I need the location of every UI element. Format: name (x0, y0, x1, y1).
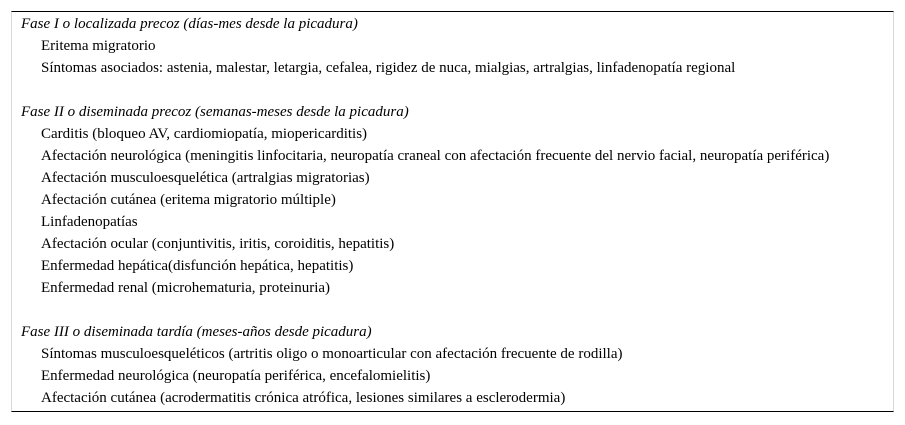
phase-3-title: Fase III o diseminada tardía (meses-años desde picadura) (21, 324, 372, 340)
table-body (12, 13, 893, 409)
phase-2-item: Enfermedad renal (microhematuria, proteinuria) (41, 280, 331, 296)
spacer-row (12, 79, 893, 101)
phase-3-item: Síntomas musculoesqueléticos (artritis oligo o monoarticular con afectación frecuente de rodilla) (41, 346, 623, 362)
phase-1-title: Fase I o localizada precoz (días-mes desde la picadura) (21, 16, 358, 32)
phase-2-title: Fase II o diseminada precoz (semanas-meses desde la picadura) (21, 104, 409, 120)
phase-1-item: Eritema migratorio (41, 38, 156, 54)
phase-2-item: Afectación ocular (conjuntivitis, iritis, coroiditis, hepatitis) (41, 236, 395, 252)
phase-3-item: Afectación cutánea (acrodermatitis crónica atrófica, lesiones similares a esclerodermia) (41, 390, 566, 406)
phase-2-item: Linfadenopatías (41, 214, 138, 230)
phase-1-item: Síntomas asociados: astenia, malestar, letargia, cefalea, rigidez de nuca, mialgias, artralgias, linfadenopatía regional (41, 60, 736, 76)
phase-2-item: Afectación neurológica (meningitis linfocitaria, neuropatía craneal con afectación frecuente del nervio facial, neuropatía periférica) (41, 148, 830, 164)
spacer-row (12, 299, 893, 321)
phase-2-item: Enfermedad hepática(disfunción hepática, hepatitis) (41, 258, 354, 274)
lyme-phases-table (11, 11, 894, 412)
phase-2-item: Carditis (bloqueo AV, cardiomiopatía, miopericarditis) (41, 126, 368, 142)
phase-3-item: Enfermedad neurológica (neuropatía periférica, encefalomielitis) (41, 368, 431, 384)
phase-2-item: Afectación musculoesquelética (artralgias migratorias) (41, 170, 370, 186)
phase-2-item: Afectación cutánea (eritema migratorio múltiple) (41, 192, 336, 208)
